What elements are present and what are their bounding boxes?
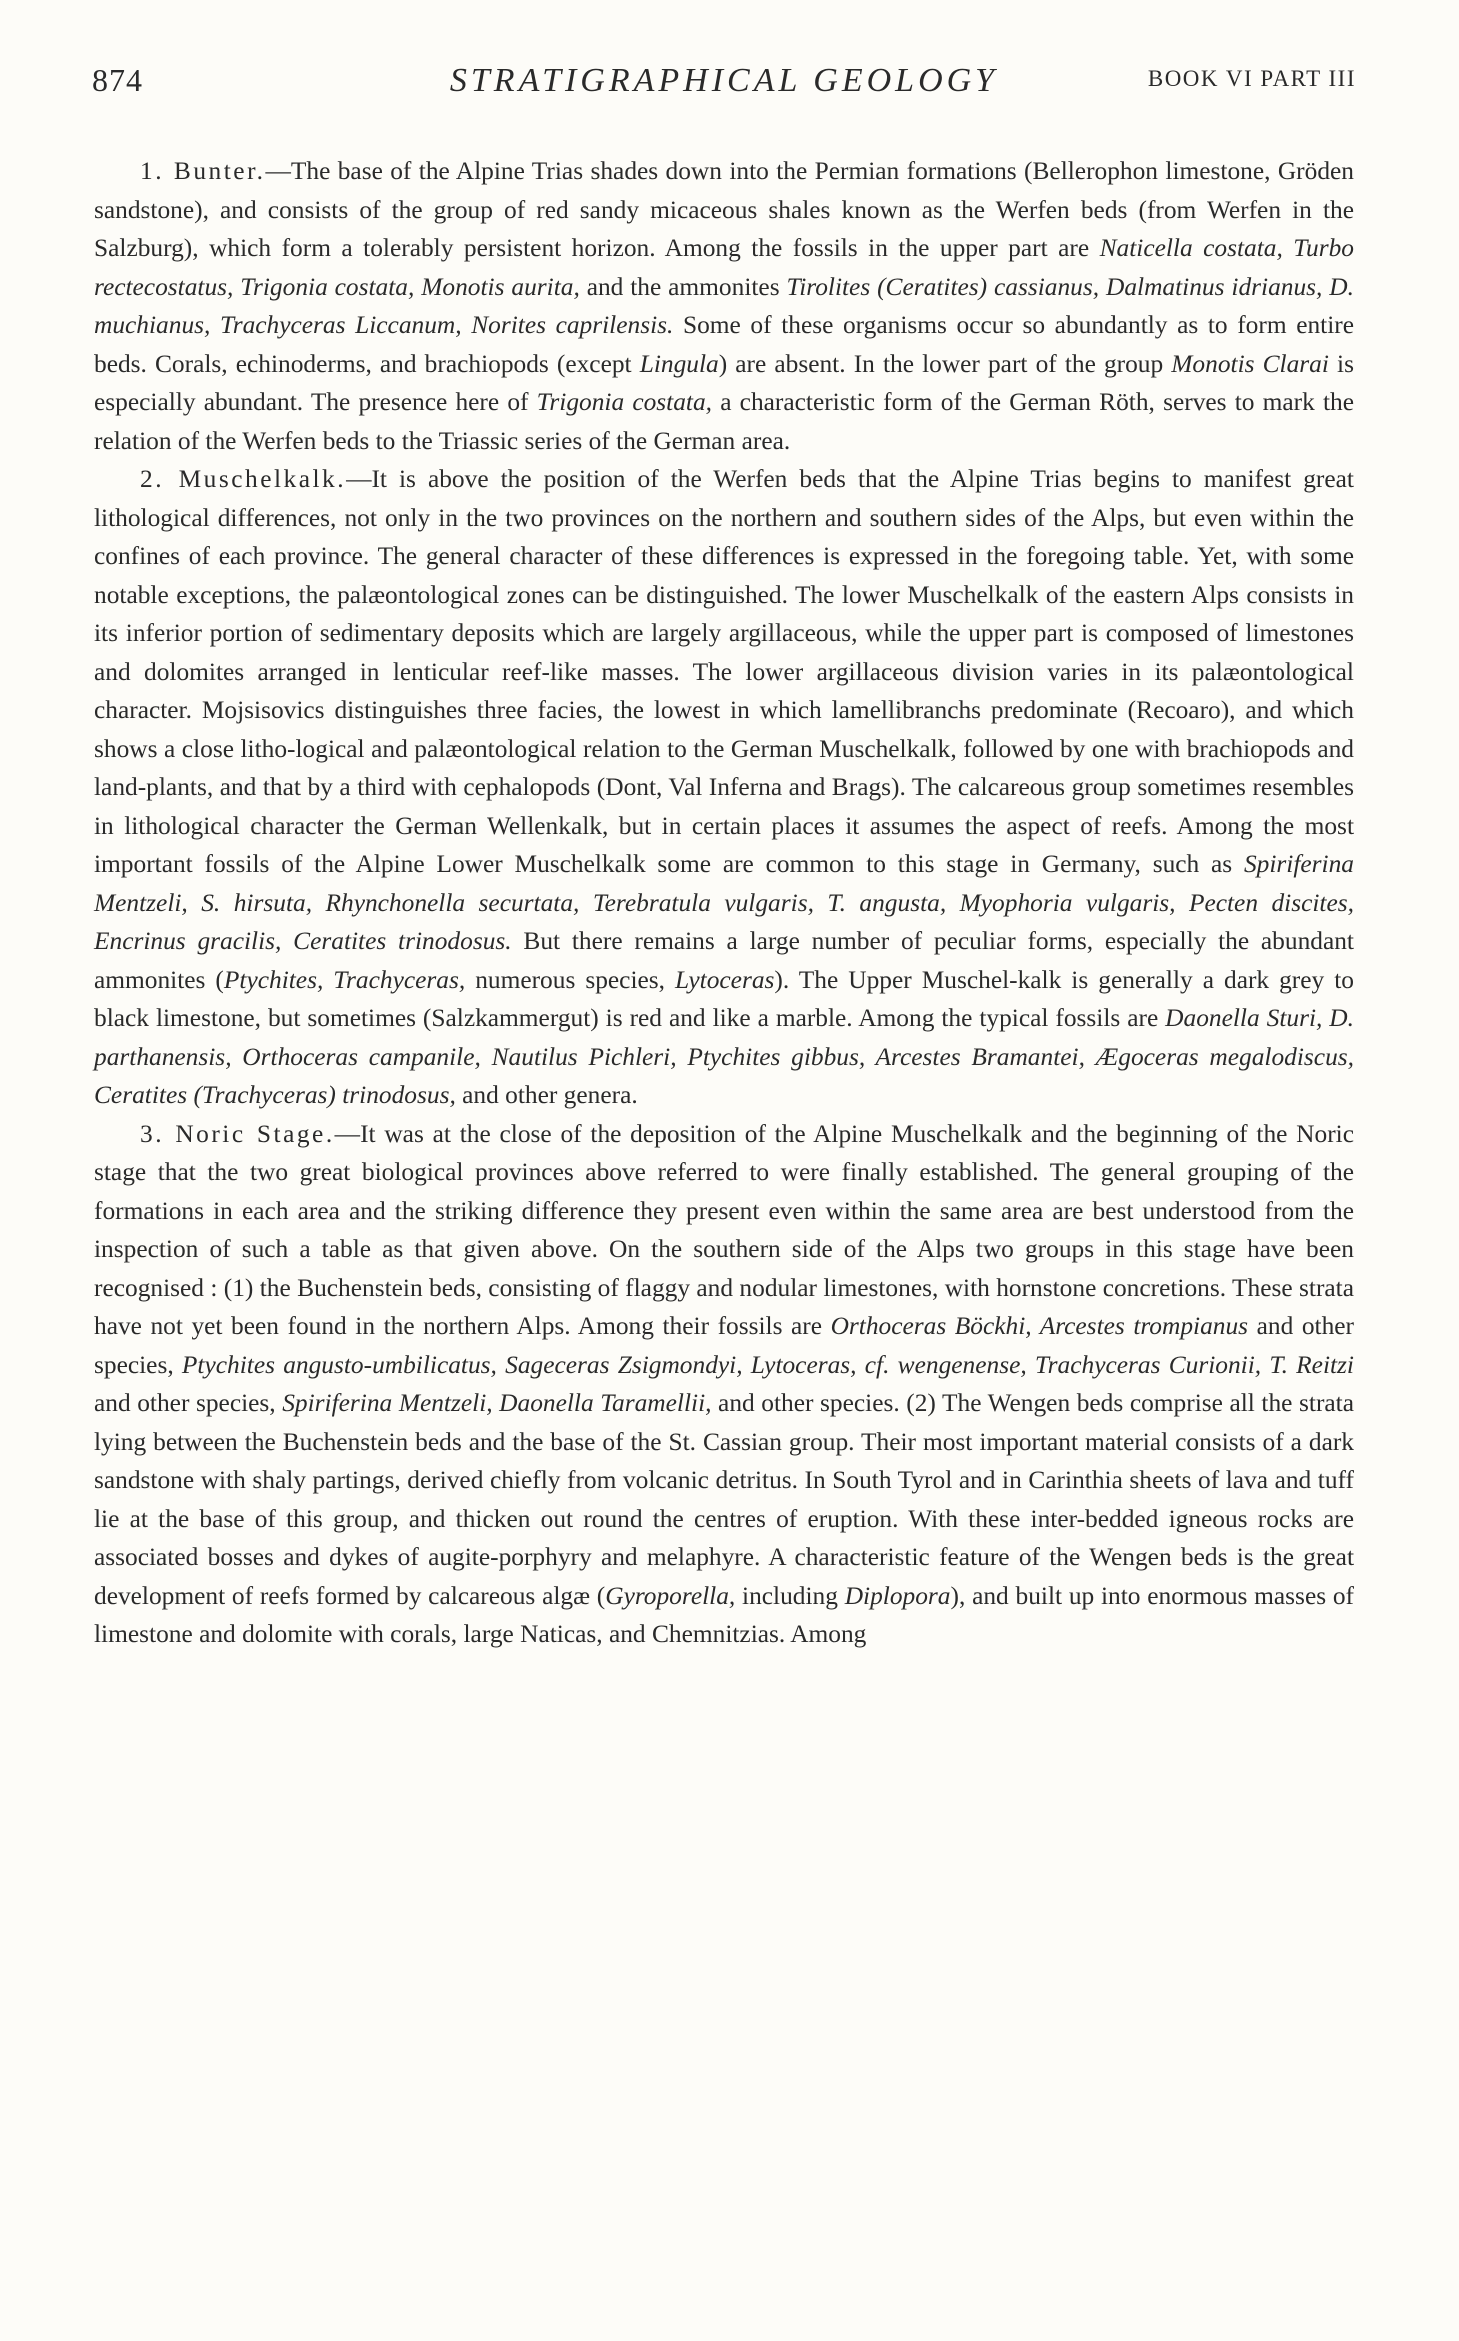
text-run: ), and built up into enormous masses of limestone and dolomite with corals, large Naticas, and Chemnitzias. Among xyxy=(94,1581,1355,1648)
paragraph xyxy=(94,1115,1354,1654)
text-run: numerous species, xyxy=(465,965,676,994)
text-run: and other species. (2) The Wengen beds comprise all the strata lying between the Buchenstein beds and the base of the St. Cassian group. Their most important material consists of a dark sandstone with shaly partings, derived chiefly from volcanic detritus. In South Tyrol and in Carinthia sheets of lava and tuff lie at the base of this group, and thicken out round the centres of eruption. With these inter-bedded igneous rocks are associated bosses and dykes of augite-porphyry and melaphyre. A characteristic feature of the Wengen beds is the great development of reefs formed by calcareous algæ ( xyxy=(94,1389,1354,1610)
text-run: —The base of the Alpine Trias shades down into the Permian formations (Bellerophon limestone, Gröden sandstone), and consists of the group of red sandy micaceous shales known as the Werfen beds (from Werfen in the Salzburg), which form a tolerably persistent horizon. Among the fossils in the upper part are xyxy=(94,157,1354,262)
text-run: —It is above the position of the Werfen beds that the Alpine Trias begins to manifest great lithological differences, not only in the two provinces on the northern and southern sides of the Alps, but even within the confines of each province. The general character of these differences is expressed in the foregoing table. Yet, with some notable exceptions, the palæontological zones can be distinguished. The lower Muschelkalk of the eastern Alps consists in its inferior portion of sedimentary deposits which are largely argillaceous, while the upper part is composed of limestones and dolomites arranged in lenticular reef-like masses. The lower argillaceous division varies in its palæontological character. Mojsisovics distinguishes three facies, the lowest in which lamellibranchs predominate (Recoaro), and which shows a close litho-logical and palæontological relation to the German Muschelkalk, followed by one with brachiopods and land-plants, and that by a third with cephalopods (Dont, Val Inferna and Brags). The calcareous group sometimes resembles in lithological character the German Wellenkalk, but in certain places it assumes the aspect of reefs. Among the most important fossils of the Alpine Lower Muschelkalk some are common to this stage in Germany, such as xyxy=(94,465,1354,878)
text-run: and other genera. xyxy=(455,1081,638,1109)
running-title: STRATIGRAPHICAL GEOLOGY xyxy=(449,62,999,99)
text-run: and other species, xyxy=(94,1312,1354,1379)
paragraph xyxy=(94,152,1354,460)
text-run: —It was at the close of the deposition of the Alpine Muschelkalk and the beginning of the Noric stage that the two great biological provinces above referred to were finally established. The general grouping of the formations in each area and the striking difference they present even within the same area are best understood from the inspection of such a table as that given above. On the southern side of the Alps two groups in this stage have been recognised : (1) the Buchenstein beds, consisting of flaggy and nodular limestones, with hornstone concretions. These strata have not yet been found in the northern Alps. Among their fossils are xyxy=(94,1119,1354,1340)
book-reference: BOOK VI PART III xyxy=(1147,66,1356,91)
section-heading: 2. Muschelkalk. xyxy=(140,465,347,493)
text-run: is especially abundant. The presence here of xyxy=(94,349,1354,416)
italic-taxon: Orthoceras Böckhi, Arcestes trompianus xyxy=(830,1312,1249,1340)
page-number: 874 xyxy=(92,62,143,98)
italic-taxon: Trigonia costata, xyxy=(536,388,713,416)
paragraph xyxy=(94,460,1354,1115)
italic-taxon: Gyroporella, xyxy=(605,1581,736,1610)
italic-taxon: Lytoceras xyxy=(675,965,775,994)
italic-taxon: Tirolites (Ceratites) cassianus, Dalmatinus idrianus, D. muchianus, Trachyceras Liccanum, Norites caprilensis. xyxy=(94,272,1354,339)
italic-taxon: Ptychites angusto-umbilicatus, Sageceras Zsigmondyi, Lytoceras, cf. wengenense, Trachyceras Curionii, T. Reitzi xyxy=(181,1350,1354,1379)
italic-taxon: Spiriferina Mentzeli, Daonella Taramellii, xyxy=(282,1389,712,1417)
italic-taxon: Diplopora xyxy=(844,1581,951,1610)
section-heading: 1. Bunter. xyxy=(140,157,266,185)
italic-taxon: Ptychites, Trachyceras, xyxy=(223,965,466,994)
italic-taxon: Naticella costata, Turbo rectecostatus, Trigonia costata, Monotis aurita, xyxy=(94,234,1354,301)
section-heading: 3. Noric Stage. xyxy=(140,1119,335,1148)
italic-taxon: Monotis Clarai xyxy=(1171,349,1329,378)
text-run: But there remains a large number of peculiar forms, especially the abundant ammonites ( xyxy=(94,927,1354,994)
body-text xyxy=(94,152,1354,1654)
text-run: a characteristic form of the German Röth, serves to mark the relation of the Werfen beds to the Triassic series of the German area. xyxy=(94,388,1355,455)
italic-taxon: Spiriferina Mentzeli, S. hirsuta, Rhynchonella securtata, Terebratula vulgaris, T. angusta, Myophoria vulgaris, Pecten discites, Encrinus gracilis, Ceratites trinodosus. xyxy=(94,850,1354,955)
text-run: and the ammonites xyxy=(579,272,787,301)
text-run: ). The Upper Muschel-kalk is generally a dark grey to black limestone, but sometimes (Salzkammergut) is red and like a marble. Among the typical fossils are xyxy=(94,965,1354,1032)
italic-taxon: Lingula xyxy=(639,349,719,378)
text-run: ) are absent. In the lower part of the group xyxy=(718,349,1172,378)
text-run: including xyxy=(735,1581,845,1610)
text-run: and other species, xyxy=(94,1389,283,1417)
running-header xyxy=(92,62,1356,110)
italic-taxon: Daonella Sturi, D. parthanensis, Orthoceras campanile, Nautilus Pichleri, Ptychites gibbus, Arcestes Bramantei, Ægoceras megalodiscus, Ceratites (Trachyceras) trinodosus, xyxy=(94,1004,1354,1109)
text-run: Some of these organisms occur so abundantly as to form entire beds. Corals, echinoderms, and brachiopods (except xyxy=(94,311,1354,378)
